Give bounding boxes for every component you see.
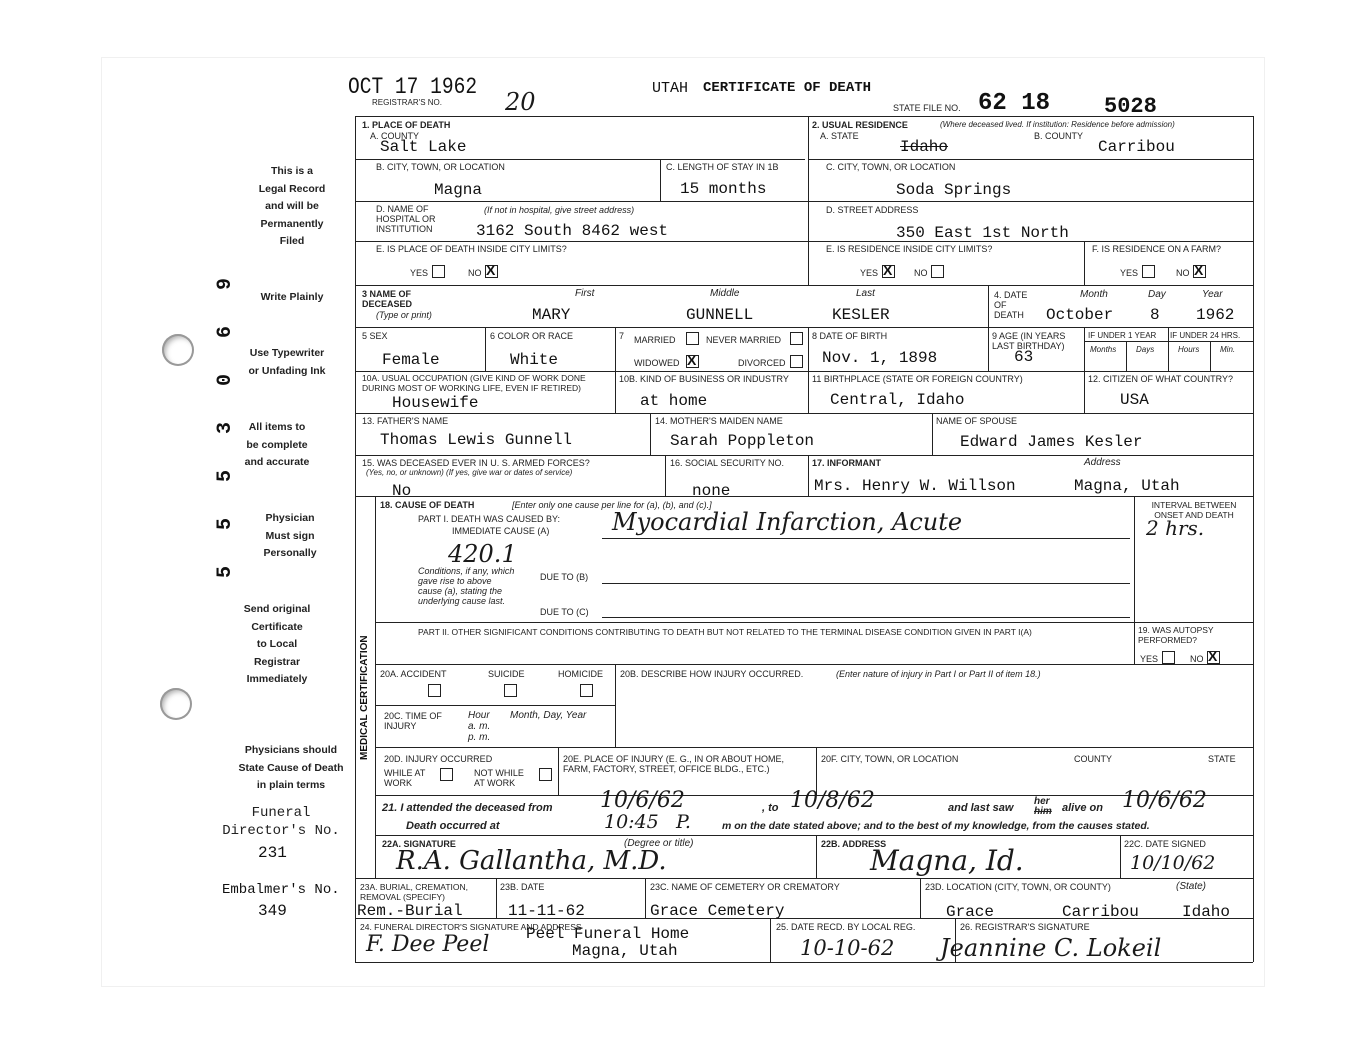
label-him: him xyxy=(1034,806,1052,817)
registrar-no-label: REGISTRAR'S NO. xyxy=(372,98,442,107)
vrule-23d xyxy=(920,878,921,918)
value-informant-address: Magna, Utah xyxy=(1074,477,1180,495)
value-physician-address: Magna, Id. xyxy=(870,844,1024,877)
label-armed-forces: 15. WAS DECEASED EVER IN U. S. ARMED FORCES? xyxy=(362,458,590,468)
label-location-state: (State) xyxy=(1176,881,1207,892)
rule-occupation xyxy=(355,413,1253,414)
checkbox-accident[interactable] xyxy=(428,684,441,697)
form-border-top xyxy=(355,116,1253,117)
vrule-under1 xyxy=(1168,327,1169,371)
label-street: D. STREET ADDRESS xyxy=(826,205,919,215)
value-death-year: 1962 xyxy=(1196,306,1235,324)
label-no-1e: NO xyxy=(468,268,482,278)
value-informant: Mrs. Henry W. Willson xyxy=(814,477,1016,495)
label-spouse: NAME OF SPOUSE xyxy=(936,416,1018,426)
label-year: Year xyxy=(1202,289,1223,300)
rule-1b xyxy=(355,201,1253,202)
label-death-occurred-at: Death occurred at xyxy=(406,820,500,832)
value-street: 350 East 1st North xyxy=(896,224,1069,242)
value-physician-signature: R.A. Gallantha, M.D. xyxy=(396,846,667,876)
checkbox-death-in-city-yes[interactable] xyxy=(432,265,445,278)
value-county: Salt Lake xyxy=(380,138,467,156)
label-location: 23D. LOCATION (CITY, TOWN, OR COUNTY) xyxy=(925,882,1111,892)
label-burial: 23A. BURIAL, CREMATION, REMOVAL (SPECIFY) xyxy=(360,882,469,902)
rule-part2 xyxy=(375,664,1253,665)
label-autopsy: 19. WAS AUTOPSY PERFORMED? xyxy=(1138,625,1214,645)
label-res-in-city: E. IS RESIDENCE INSIDE CITY LIMITS? xyxy=(826,244,993,254)
line-cause-a xyxy=(602,538,1130,539)
label-farm: F. IS RESIDENCE ON A FARM? xyxy=(1092,244,1222,254)
state-file-no: 62 18 xyxy=(978,90,1051,117)
label-homicide: HOMICIDE xyxy=(558,669,603,679)
label-age: 9 AGE (IN YEARS LAST BIRTHDAY) xyxy=(992,331,1066,351)
checkbox-homicide[interactable] xyxy=(580,684,593,697)
label-cause-note: [Enter only one cause per line for (a), (b), and (c).] xyxy=(512,500,712,510)
label-alive-on: alive on xyxy=(1062,802,1103,814)
value-date-received: 10-10-62 xyxy=(800,936,895,960)
label-last-saw: and last saw xyxy=(948,802,1014,814)
line-cause-b xyxy=(602,583,1130,584)
value-age: 63 xyxy=(1014,348,1034,366)
label-dob: 8 DATE OF BIRTH xyxy=(812,331,888,341)
value-business: at home xyxy=(640,392,708,410)
label-due-to-c: DUE TO (C) xyxy=(540,607,589,617)
label-physician-address: 22B. ADDRESS xyxy=(821,839,887,849)
embalmer-label: Embalmer's No. xyxy=(222,882,340,898)
value-date-signed: 10/10/62 xyxy=(1130,852,1216,874)
rule-20c xyxy=(375,747,1253,748)
certificate-title: CERTIFICATE OF DEATH xyxy=(703,80,872,96)
rule-22 xyxy=(355,878,1253,879)
label-injury-county: COUNTY xyxy=(1074,754,1112,764)
sidebar-send-note: Send original Certificate to Local Registrar Immediately xyxy=(243,603,311,685)
label-cemetery: 23C. NAME OF CEMETERY OR CREMATORY xyxy=(650,882,840,892)
value-registrar-signature: Jeannine C. Lokeil xyxy=(940,934,1162,962)
checkbox-autopsy-no[interactable]: X xyxy=(1207,651,1220,664)
value-res-state: Idaho xyxy=(900,138,949,156)
label-informant: 17. INFORMANT xyxy=(812,458,882,468)
value-death-day: 8 xyxy=(1150,306,1160,324)
label-not-while-at-work: NOT WHILE AT WORK xyxy=(474,768,524,788)
vrule-spouse xyxy=(932,413,933,455)
checkbox-married[interactable] xyxy=(686,332,699,345)
label-signature: 22A. SIGNATURE xyxy=(382,839,456,849)
label-res-county: B. COUNTY xyxy=(1034,131,1084,141)
label-place-of-injury: 20E. PLACE OF INJURY (E. G., IN OR ABOUT HOME, FARM, FACTORY, STREET, OFFICE BLDG., ETC.) xyxy=(563,754,785,774)
label-min: Min. xyxy=(1220,345,1236,354)
line-cause-c xyxy=(602,617,1130,618)
form-border-left xyxy=(355,116,356,962)
checkbox-death-in-city-no[interactable]: X xyxy=(485,265,498,278)
vrule-mother xyxy=(650,413,651,455)
label-injury-city: 20F. CITY, TOWN, OR LOCATION xyxy=(821,754,959,764)
punch-hole-top xyxy=(162,334,194,366)
value-occurred-time: 10:45 xyxy=(604,811,659,833)
checkbox-suicide[interactable] xyxy=(504,684,517,697)
label-injury-occurred: 20D. INJURY OCCURRED xyxy=(384,754,493,764)
label-her: her xyxy=(1034,796,1050,807)
label-how-injury: 20B. DESCRIBE HOW INJURY OCCURRED. xyxy=(620,669,804,679)
value-hospital: 3162 South 8462 west xyxy=(476,222,669,240)
vrule-20b xyxy=(615,664,616,747)
checkbox-widowed[interactable]: X xyxy=(686,355,699,368)
label-month-day-year: Month, Day, Year xyxy=(510,710,587,721)
label-day: Day xyxy=(1148,289,1166,300)
label-middle: Middle xyxy=(710,288,740,299)
label-county: A. COUNTY xyxy=(370,131,420,141)
label-conditions: Conditions, if any, which gave rise to above cause (a), stating the underlying cause last. xyxy=(418,566,515,606)
label-am: a. m. xyxy=(468,721,491,732)
label-attended: 21. I attended the deceased from xyxy=(382,802,553,814)
label-name-of-deceased: 3 NAME OF DECEASED xyxy=(362,289,413,309)
label-res-state: A. STATE xyxy=(820,131,859,141)
label-on-date: m on the date stated above; and to the best of my knowledge, from the causes stated. xyxy=(722,820,1150,832)
vrule-months xyxy=(1126,341,1127,371)
vrule-interval xyxy=(1134,496,1135,664)
value-city: Magna xyxy=(434,181,483,199)
sidebar-typewriter-note: Use Typewriter or Unfading Ink xyxy=(248,347,326,377)
label-yes-2e: YES xyxy=(860,268,879,278)
label-days: Days xyxy=(1136,345,1155,354)
funeral-director-no: 231 xyxy=(258,844,287,862)
label-length-of-stay: C. LENGTH OF STAY IN 1B xyxy=(666,162,779,172)
funeral-director-label: Funeral Director's No. xyxy=(222,805,340,839)
vrule-25 xyxy=(770,918,771,962)
value-burial-date: 11-11-62 xyxy=(508,902,585,920)
rule-21 xyxy=(375,835,1253,836)
label-yes-19: YES xyxy=(1140,654,1159,664)
value-location-state: Idaho xyxy=(1182,903,1231,921)
value-length-of-stay: 15 months xyxy=(680,180,767,198)
label-while-at-work: WHILE AT WORK xyxy=(384,768,426,788)
value-res-city: Soda Springs xyxy=(896,181,1012,199)
label-burial-date: 23B. DATE xyxy=(500,882,545,892)
value-burial: Rem.-Burial xyxy=(357,902,463,920)
label-registrar-signature: 26. REGISTRAR'S SIGNATURE xyxy=(960,922,1090,932)
label-date-of-death: 4. DATE OF DEATH xyxy=(994,290,1028,320)
label-no-2e: NO xyxy=(914,268,928,278)
label-hospital: D. NAME OF HOSPITAL OR INSTITUTION xyxy=(376,204,436,234)
label-yes-2f: YES xyxy=(1120,268,1139,278)
label-ssn: 16. SOCIAL SECURITY NO. xyxy=(670,458,785,468)
vrule-2f xyxy=(1084,241,1085,285)
label-address: Address xyxy=(1084,457,1121,468)
checkbox-res-in-city-yes[interactable]: X xyxy=(882,265,895,278)
label-under-24-hrs: IF UNDER 24 HRS. xyxy=(1170,331,1241,340)
value-cause-a: Myocardial Infarction, Acute xyxy=(612,508,963,536)
label-death-in-city: E. IS PLACE OF DEATH INSIDE CITY LIMITS? xyxy=(376,244,567,254)
rule-1d xyxy=(355,241,1253,242)
label-hospital-note: (If not in hospital, give street address) xyxy=(484,205,635,215)
label-immediate-cause: IMMEDIATE CAUSE (A) xyxy=(452,526,550,536)
label-cause-of-death: 18. CAUSE OF DEATH xyxy=(380,500,475,510)
value-interval: 2 hrs. xyxy=(1146,516,1205,540)
label-no-19: NO xyxy=(1190,654,1204,664)
value-birthplace: Central, Idaho xyxy=(830,391,965,409)
sidebar-physicians-cause-note: Physicians should State Cause of Death in plain terms xyxy=(238,744,344,791)
label-last: Last xyxy=(856,288,875,299)
punch-hole-bottom xyxy=(160,688,192,720)
value-father: Thomas Lewis Gunnell xyxy=(380,431,573,449)
label-to: , to xyxy=(762,802,779,814)
label-business: 10B. KIND OF BUSINESS OR INDUSTRY xyxy=(619,374,789,384)
rule-parents xyxy=(355,455,1253,456)
label-race: 6 COLOR OR RACE xyxy=(490,331,574,341)
label-hours: Hours xyxy=(1178,345,1200,354)
value-last-saw: 10/6/62 xyxy=(1122,788,1207,813)
checkbox-farm-no[interactable]: X xyxy=(1193,265,1206,278)
value-armed-forces: No xyxy=(392,482,412,500)
label-time-of-injury: 20C. TIME OF INJURY xyxy=(384,711,442,731)
vrule-1c xyxy=(660,159,661,201)
label-month: Month xyxy=(1080,289,1108,300)
label-yes-1e: YES xyxy=(410,268,429,278)
label-date-received: 25. DATE RECD. BY LOCAL REG. xyxy=(776,922,916,932)
state-file-suffix: 5028 xyxy=(1104,94,1157,119)
value-funeral-director-signature: F. Dee Peel xyxy=(366,932,490,957)
label-res-city: C. CITY, TOWN, OR LOCATION xyxy=(826,162,956,172)
vrule-22b xyxy=(816,835,817,878)
value-race: White xyxy=(510,351,559,369)
label-under-1-year: IF UNDER 1 YEAR xyxy=(1088,331,1157,340)
received-stamp-date: OCT 17 1962 xyxy=(348,74,478,100)
sidebar-legal-note: This is a Legal Record and will be Permanently Filed xyxy=(258,165,326,247)
rule-interval xyxy=(1134,622,1253,623)
label-months: Months xyxy=(1090,345,1117,354)
label-sex: 5 SEX xyxy=(362,331,388,341)
value-middle-name: GUNNELL xyxy=(686,306,754,324)
label-widowed: WIDOWED xyxy=(634,358,680,368)
value-spouse: Edward James Kesler xyxy=(960,433,1143,451)
label-how-injury-note: (Enter nature of injury in Part I or Part II of item 18.) xyxy=(836,669,1041,679)
value-mother: Sarah Poppleton xyxy=(670,432,815,450)
sidebar-physician-note: Physician Must sign Personally xyxy=(263,512,317,559)
vrule-section2 xyxy=(808,116,809,285)
label-never-married: NEVER MARRIED xyxy=(706,335,782,345)
value-res-county: Carribou xyxy=(1098,138,1175,156)
checkbox-res-in-city-no[interactable] xyxy=(931,265,944,278)
value-attended-from: 10/6/62 xyxy=(600,788,685,813)
checkbox-never-married[interactable] xyxy=(790,332,803,345)
registrar-no: 20 xyxy=(505,88,536,116)
value-occurred-ampm: P. xyxy=(676,811,691,833)
value-last-name: KESLER xyxy=(832,306,890,324)
label-injury-state: STATE xyxy=(1208,754,1236,764)
value-funeral-home-city: Magna, Utah xyxy=(572,942,678,960)
value-death-month: October xyxy=(1046,306,1114,324)
label-pm: p. m. xyxy=(468,732,491,743)
label-first: First xyxy=(575,288,595,299)
label-divorced: DIVORCED xyxy=(738,358,786,368)
value-dob: Nov. 1, 1898 xyxy=(822,349,938,367)
rule-name xyxy=(355,327,1253,328)
label-date-signed: 22C. DATE SIGNED xyxy=(1124,839,1206,849)
label-type-or-print: (Type or print) xyxy=(376,310,432,320)
value-first-name: MARY xyxy=(532,306,571,324)
checkbox-divorced[interactable] xyxy=(790,355,803,368)
vrule-dob xyxy=(808,327,809,413)
label-city: B. CITY, TOWN, OR LOCATION xyxy=(376,162,505,172)
vrule-16 xyxy=(665,455,666,496)
value-citizen: USA xyxy=(1120,391,1149,409)
label-part2: PART II. OTHER SIGNIFICANT CONDITIONS CONTRIBUTING TO DEATH BUT NOT RELATED TO THE TERMINAL DISEASE CONDITION GIVEN IN PART I(A) xyxy=(418,627,1032,637)
value-attended-to: 10/8/62 xyxy=(790,788,875,813)
label-father: 13. FATHER'S NAME xyxy=(362,416,449,426)
label-funeral-director: 24. FUNERAL DIRECTOR'S SIGNATURE AND ADDRESS xyxy=(360,922,582,932)
vrule-22c xyxy=(1120,835,1121,878)
checkbox-autopsy-yes[interactable] xyxy=(1162,651,1175,664)
rule-part1 xyxy=(375,622,1253,623)
label-occupation: 10A. USUAL OCCUPATION (GIVE KIND OF WORK DONE DURING MOST OF WORKING LIFE, EVEN IF RETIRED) xyxy=(362,373,586,393)
label-due-to-b: DUE TO (B) xyxy=(540,572,589,582)
rule-under xyxy=(1084,341,1253,342)
vrule-date xyxy=(988,285,989,371)
label-part1: PART I. DEATH WAS CAUSED BY: xyxy=(418,514,561,524)
label-suicide: SUICIDE xyxy=(488,669,525,679)
vrule-age xyxy=(1084,327,1085,413)
rule-2a xyxy=(808,159,1253,160)
value-funeral-home: Peel Funeral Home xyxy=(526,925,690,943)
form-border-bottom xyxy=(355,962,1253,963)
value-disease-code: 420.1 xyxy=(448,540,517,568)
rule-sex xyxy=(355,371,1253,372)
value-location-city: Grace xyxy=(946,903,995,921)
rule-20a xyxy=(375,705,615,706)
checkbox-not-while-at-work[interactable] xyxy=(539,768,552,781)
vrule-race xyxy=(615,327,616,371)
value-ssn: none xyxy=(692,482,731,500)
rule-armed xyxy=(355,496,1253,497)
label-usual-residence: 2. USUAL RESIDENCE xyxy=(812,120,908,130)
embalmer-no: 349 xyxy=(258,902,287,920)
vrule-23b xyxy=(496,878,497,918)
title-prefix: UTAH xyxy=(652,80,689,97)
value-cemetery: Grace Cemetery xyxy=(650,902,785,920)
vrule-sex xyxy=(485,327,486,371)
vrule-23c xyxy=(645,878,646,918)
label-degree: (Degree or title) xyxy=(624,838,694,849)
label-armed-note: (Yes, no, or unknown) (If yes, give war or dates of service) xyxy=(366,468,573,477)
vrule-20e xyxy=(558,747,559,795)
sidebar-write-plainly: Write Plainly xyxy=(260,291,324,303)
vrule-10b xyxy=(615,371,616,413)
label-no-2f: NO xyxy=(1176,268,1190,278)
checkbox-farm-yes[interactable] xyxy=(1142,265,1155,278)
label-residence-note: (Where deceased lived. If institution: Residence before admission) xyxy=(940,120,1175,129)
label-place-of-death: 1. PLACE OF DEATH xyxy=(362,120,451,130)
value-sex: Female xyxy=(382,351,440,369)
state-file-label: STATE FILE NO. xyxy=(893,103,961,113)
label-mother: 14. MOTHER'S MAIDEN NAME xyxy=(655,416,783,426)
label-accident: 20A. ACCIDENT xyxy=(380,669,447,679)
checkbox-while-at-work[interactable] xyxy=(440,768,453,781)
label-citizen: 12. CITIZEN OF WHAT COUNTRY? xyxy=(1088,374,1234,384)
vrule-hours xyxy=(1210,341,1211,371)
rule-section1 xyxy=(355,285,1253,286)
label-hour: Hour xyxy=(468,710,490,721)
label-interval: INTERVAL BETWEEN ONSET AND DEATH xyxy=(1151,500,1237,520)
label-7: 7 xyxy=(619,331,625,341)
rule-1a xyxy=(355,159,805,160)
form-border-right xyxy=(1253,116,1254,962)
sidebar-complete-note: All items to be complete and accurate xyxy=(244,421,310,468)
value-occupation: Housewife xyxy=(392,394,479,412)
label-married: MARRIED xyxy=(634,335,676,345)
label-birthplace: 11 BIRTHPLACE (STATE OR FOREIGN COUNTRY) xyxy=(812,374,1023,384)
value-location-county: Carribou xyxy=(1062,903,1139,921)
vrule-17 xyxy=(808,455,809,496)
vrule-medical xyxy=(375,496,376,878)
